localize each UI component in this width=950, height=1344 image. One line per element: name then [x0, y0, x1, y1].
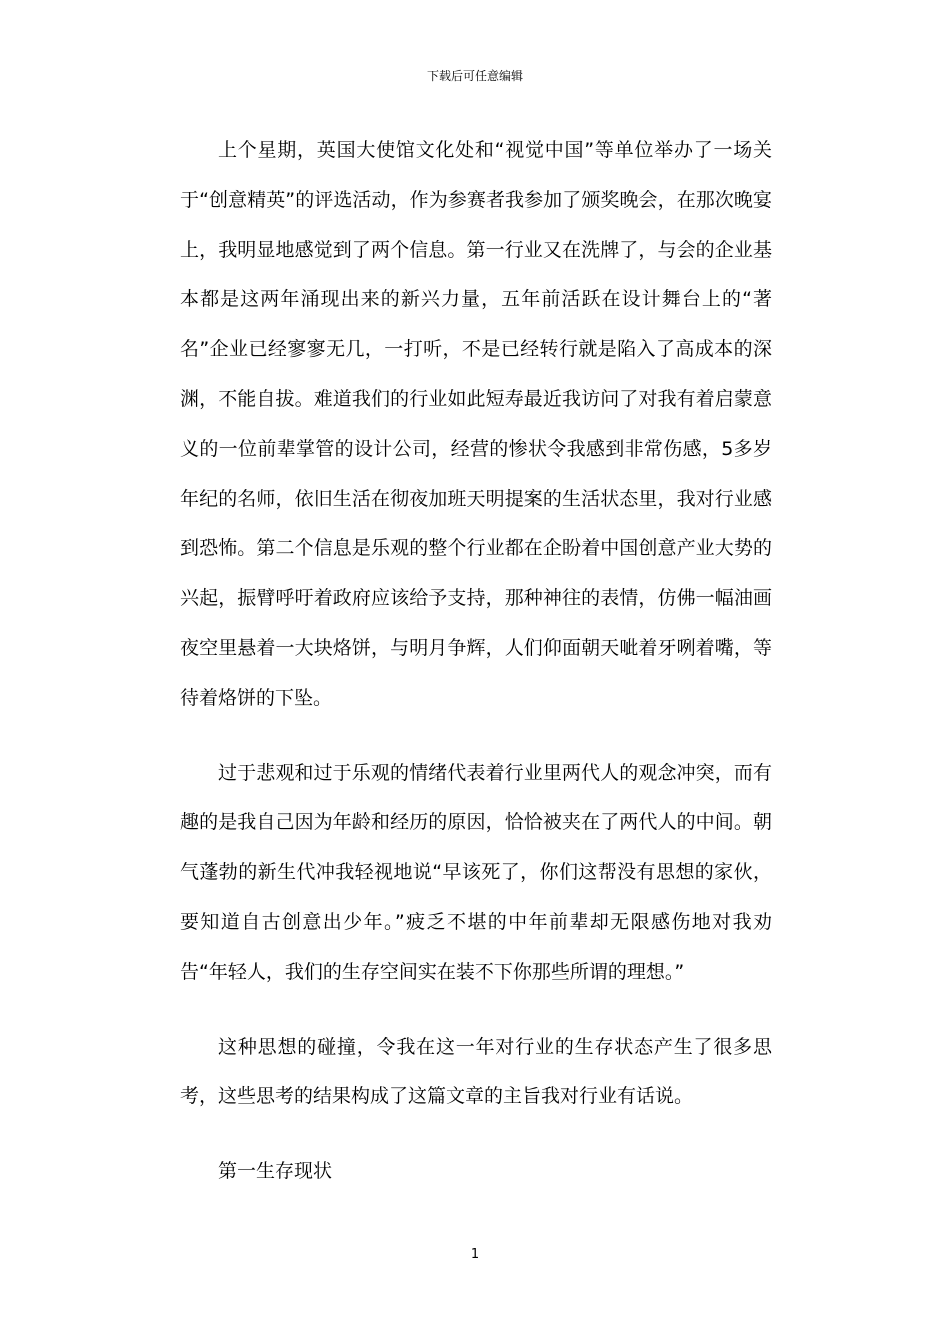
paragraph-1: 上个星期，英国大使馆文化处和“视觉中国”等单位举办了一场关于“创意精英”的评选活动，作为参赛者我参加了颁奖晚会，在那次晚宴上，我明显地感觉到了两个信息。第一行业又在洗牌了，与会的企业基本都是这两年涌现出来的新兴力量，五年前活跃在设计舞台上的“著名”企业已经寥寥无几，一打听，不是已经转行就是陷入了高成本的深渊，不能自拔。难道我们的行业如此短寿最近我访问了对我有着启蒙意义的一位前辈掌管的设计公司，经营的惨状令我感到非常伤感，5多岁年纪的名师，依旧生活在彻夜加班天明提案的生活状态里，我对行业感到恐怖。第二个信息是乐观的整个行业都在企盼着中国创意产业大势的兴起，振臂呼吁着政府应该给予支持，那种神往的表情，仿佛一幅油画夜空里悬着一大块烙饼，与明月争辉，人们仰面朝天呲着牙咧着嘴，等待着烙饼的下坠。 [180, 139, 772, 709]
paragraph-2: 过于悲观和过于乐观的情绪代表着行业里两代人的观念冲突，而有趣的是我自己因为年龄和经历的原因，恰恰被夹在了两代人的中间。朝气蓬勃的新生代冲我轻视地说“早该死了，你们这帮没有思想的家伙，要知道自古创意出少年。”疲乏不堪的中年前辈却无限感伤地对我劝告“年轻人，我们的生存空间实在装不下你那些所谓的理想。” [180, 761, 772, 983]
document-body [180, 126, 772, 1197]
paragraph-3: 这种思想的碰撞，令我在这一年对行业的生存状态产生了很多思考，这些思考的结果构成了这篇文章的主旨我对行业有话说。 [180, 1035, 772, 1108]
section-heading: 第一生存现状 [218, 1160, 333, 1183]
page-header-note: 下载后可任意编辑 [426, 69, 523, 83]
page-number: 1 [470, 1247, 480, 1262]
